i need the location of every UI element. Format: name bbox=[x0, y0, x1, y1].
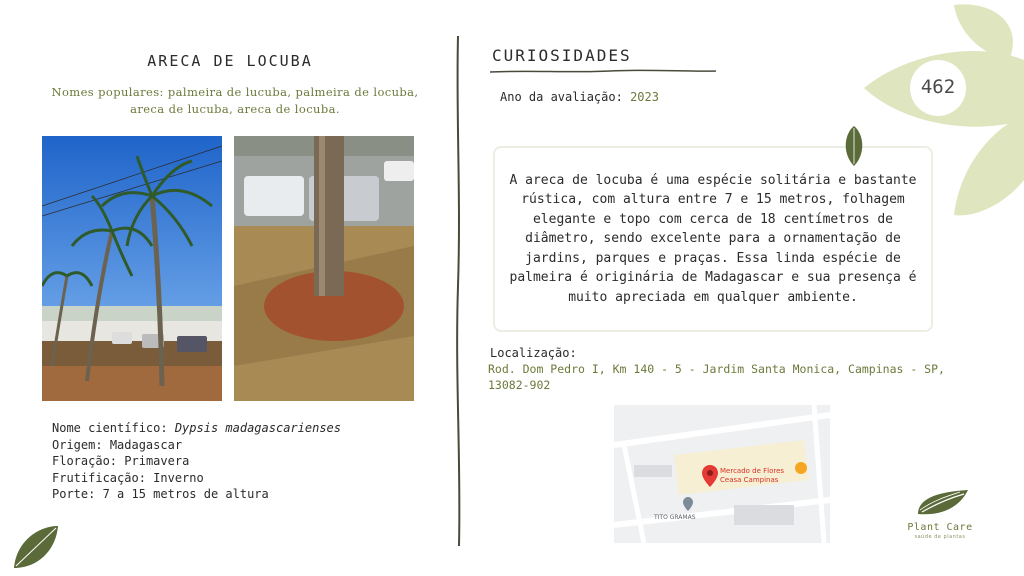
scientific-name-value: Dypsis madagascarienses bbox=[174, 421, 341, 435]
evaluation-year-value: 2023 bbox=[630, 90, 659, 104]
leaf-badge-decoration bbox=[864, 0, 1024, 230]
flowering-label: Floração: bbox=[52, 454, 118, 468]
palm-photo-1 bbox=[42, 136, 222, 401]
plant-title: ARECA DE LOCUBA bbox=[147, 52, 313, 70]
food-icon bbox=[795, 462, 807, 474]
popular-names-value: palmeira de lucuba, palmeira de locuba, areca de lucuba, areca de locuba. bbox=[130, 85, 419, 116]
plant-info bbox=[52, 420, 341, 503]
flowering-value: Primavera bbox=[124, 454, 190, 468]
curiosities-title: CURIOSIDADES bbox=[492, 46, 632, 65]
origin-row bbox=[52, 437, 341, 454]
origin-value: Madagascar bbox=[109, 437, 183, 452]
scientific-name-label: Nome científico: bbox=[52, 421, 168, 435]
map-place-1: Mercado de Flores bbox=[720, 467, 785, 475]
column-divider bbox=[450, 36, 468, 546]
palm-photo-2 bbox=[234, 136, 414, 401]
map-place-2: Ceasa Campinas bbox=[720, 476, 779, 484]
leaf-icon bbox=[842, 126, 866, 166]
fruiting-value: Inverno bbox=[153, 470, 204, 485]
location-label: Localização: bbox=[490, 346, 577, 360]
title-underline bbox=[490, 66, 716, 76]
logo-tagline: saúde de plantas bbox=[914, 534, 966, 540]
flowering-row bbox=[52, 453, 341, 470]
logo-name: Plant Care bbox=[907, 522, 973, 533]
size-label: Porte: bbox=[52, 487, 96, 501]
description-text: A areca de locuba é uma espécie solitária e bastante rústica, com altura entre 7 e 15 metros, folhagem elegante e topo com cerca de 18 centímetros de diâmetro, sendo excelente para a ornamentação de jardins, parques e praças. Essa linda espécie de palmeira é originária de Madagascar e sua presença é muito apreciada em qualquer ambiente. bbox=[509, 172, 917, 305]
popular-names bbox=[50, 84, 420, 118]
evaluation-year bbox=[500, 90, 659, 104]
page-number: 462 bbox=[920, 76, 956, 98]
corner-leaf-icon bbox=[10, 522, 60, 572]
popular-names-label: Nomes populares: bbox=[51, 85, 164, 99]
map-place-3: TITO GRAMAS bbox=[654, 514, 696, 521]
size-row bbox=[52, 486, 341, 503]
evaluation-year-label: Ano da avaliação: bbox=[500, 90, 623, 104]
fruiting-label: Frutificação: bbox=[52, 470, 146, 485]
origin-label: Origem: bbox=[52, 437, 103, 452]
scientific-name-row bbox=[52, 420, 341, 437]
location-map[interactable] bbox=[614, 405, 830, 543]
fruiting-row bbox=[52, 470, 341, 487]
location-address: Rod. Dom Pedro I, Km 140 - 5 - Jardim Santa Monica, Campinas - SP, 13082-902 bbox=[488, 362, 945, 392]
size-value: 7 a 15 metros de altura bbox=[102, 487, 269, 501]
